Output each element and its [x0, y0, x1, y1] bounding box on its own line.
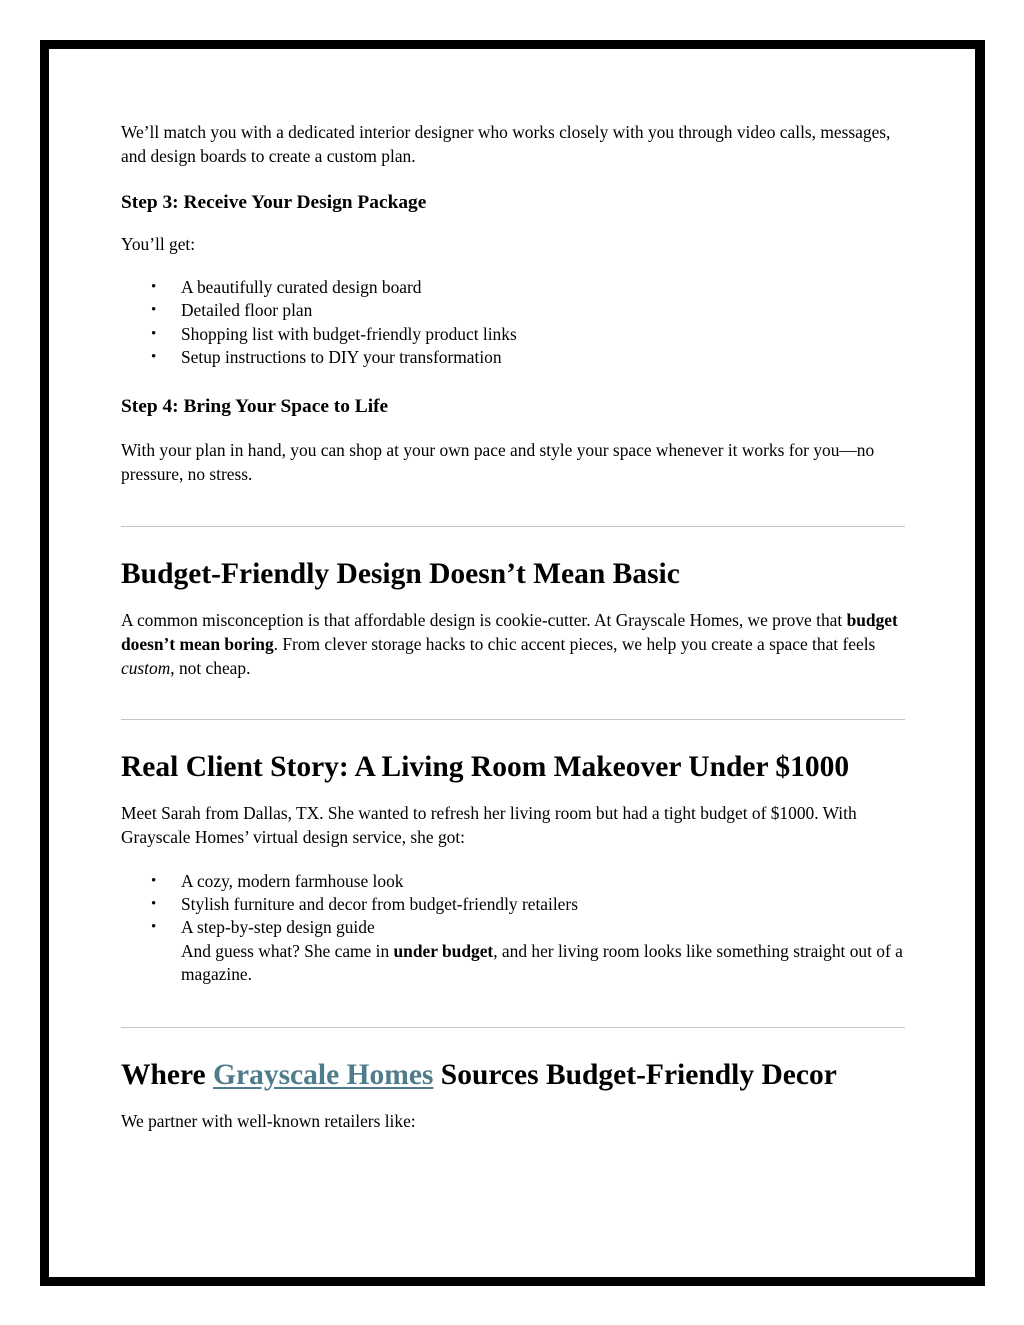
budget-text-part2: . From clever storage hacks to chic accent pieces, we help you create a space that feels [273, 633, 876, 654]
budget-text-part3: , not cheap. [170, 657, 251, 678]
grayscale-homes-link[interactable]: Grayscale Homes [213, 1058, 434, 1091]
budget-section-paragraph [121, 608, 905, 680]
budget-section-heading: Budget-Friendly Design Doesn’t Mean Basic [121, 557, 680, 590]
story-followup-part2: , and her living room looks like something straight out of a magazine. [181, 940, 903, 985]
list-item: • Shopping list with budget-friendly product links [121, 323, 905, 346]
budget-text-part1: A common misconception is that affordable design is cookie-cutter. At Grayscale Homes, we prove that [121, 609, 847, 630]
budget-text-bold: budget doesn’t mean boring [121, 609, 898, 654]
list-item: • Stylish furniture and decor from budget-friendly retailers [121, 893, 905, 916]
where-heading-part1: Where [121, 1058, 214, 1091]
story-followup-bold: under budget [393, 940, 494, 961]
section-divider [121, 1027, 905, 1028]
list-item: • A cozy, modern farmhouse look [121, 870, 905, 893]
list-item: • Setup instructions to DIY your transformation [121, 346, 905, 369]
document-body [121, 120, 905, 1133]
story-section-heading: Real Client Story: A Living Room Makeover Under $1000 [121, 750, 850, 783]
section-divider [121, 526, 905, 527]
budget-text-italic: custom [121, 657, 171, 678]
story-list [121, 870, 905, 987]
design-package-list [121, 276, 905, 370]
list-item-label: A step-by-step design guide [181, 917, 375, 938]
where-section-paragraph: We partner with well-known retailers like: [121, 1110, 416, 1131]
step4-paragraph: With your plan in hand, you can shop at your own pace and style your space whenever it works for you—no pressure, no stress. [121, 439, 875, 484]
list-item: • Detailed floor plan [121, 299, 905, 322]
where-heading-part2: Sources Budget-Friendly Decor [433, 1058, 837, 1091]
list-item: • A beautifully curated design board [121, 276, 905, 299]
step4-heading: Step 4: Bring Your Space to Life [121, 395, 389, 417]
intro-paragraph: We’ll match you with a dedicated interior designer who works closely with you through video calls, messages, and design boards to create a custom plan. [121, 122, 891, 166]
story-followup-part1: And guess what? She came in [181, 940, 394, 961]
section-divider [121, 719, 905, 720]
story-section-paragraph: Meet Sarah from Dallas, TX. She wanted to refresh her living room but had a tight budget of $1000. With Grayscale Homes’ virtual design service, she got: [121, 802, 857, 847]
list-item [121, 916, 905, 986]
where-section-heading [121, 1057, 905, 1093]
step3-lead: You’ll get: [121, 234, 196, 254]
step3-heading: Step 3: Receive Your Design Package [121, 192, 427, 213]
